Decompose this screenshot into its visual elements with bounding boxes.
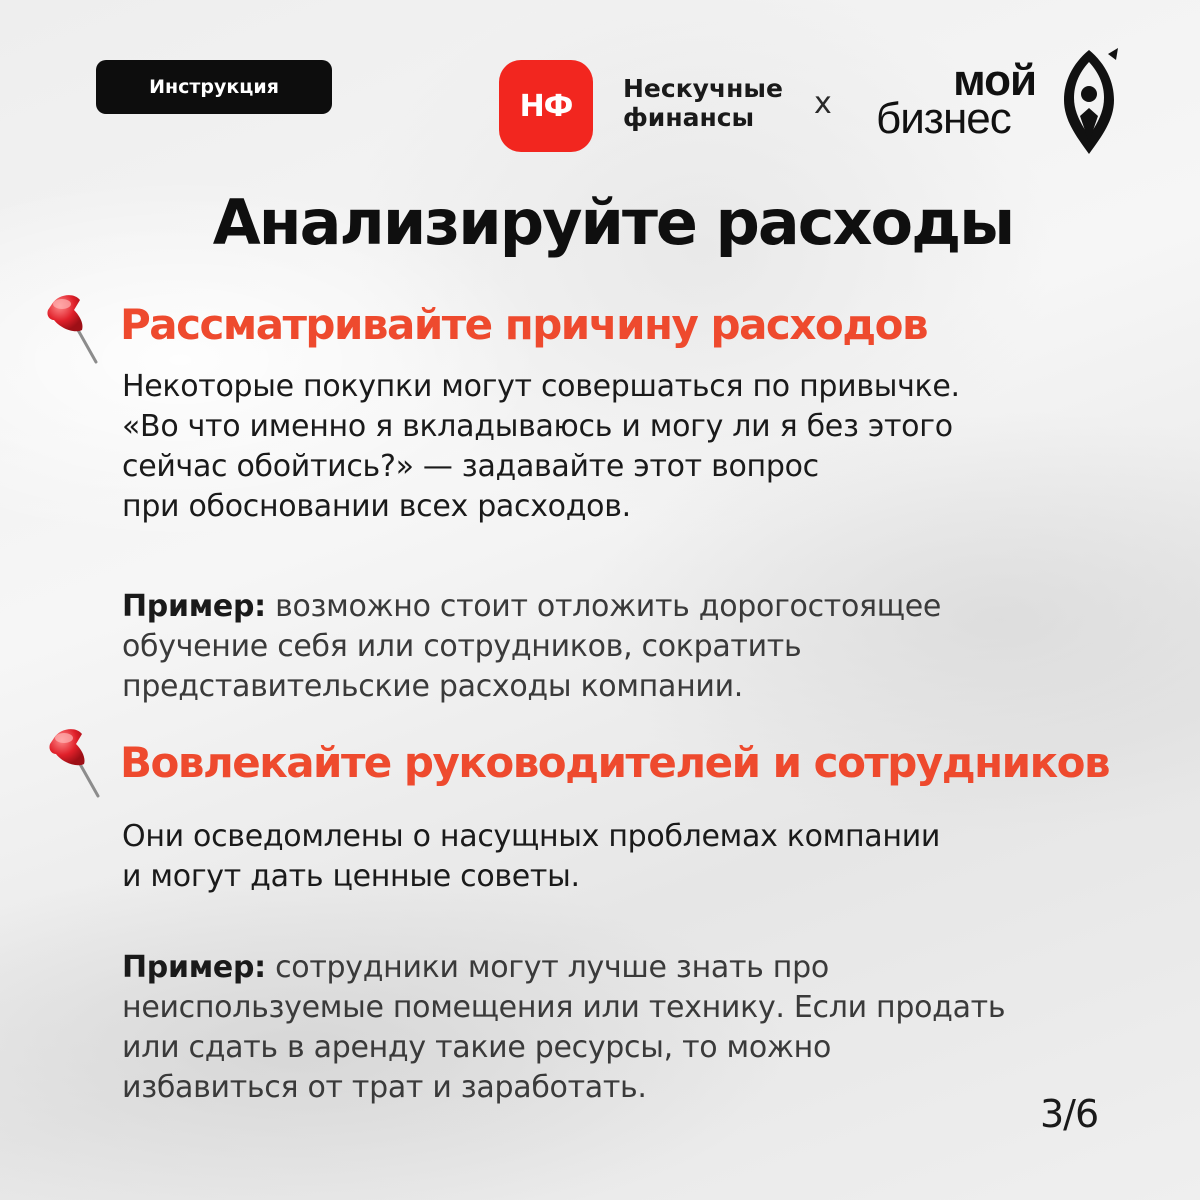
section-1-body-line: «Во что именно я вкладываюсь и могу ли я без этого (122, 409, 953, 444)
section-1-heading: Рассматривайте причину расходов (120, 300, 928, 349)
section-1-body (122, 367, 1122, 527)
moy-biznes-line2: бизнес (876, 94, 1011, 143)
example-label: Пример: (122, 589, 266, 624)
section-1-example-line (122, 587, 1122, 627)
nf-brand-name-line2: финансы (623, 103, 755, 132)
example-label: Пример: (122, 950, 266, 985)
pushpin-icon (44, 290, 100, 366)
section-1-example (122, 587, 1122, 707)
nf-brand-name-line1: Нескучные (623, 74, 783, 103)
section-2-body-line: Они осведомлены о насущных проблемах компании (122, 819, 941, 854)
moy-biznes-logo-text (876, 56, 1046, 143)
section-2-body (122, 817, 1122, 897)
moy-biznes-line1: мой (953, 56, 1036, 105)
section-1-body-line: Некоторые покупки могут совершаться по привычке. (122, 369, 960, 404)
section-1-example-line: представительские расходы компании. (122, 669, 744, 704)
section-2-example-line: неиспользуемые помещения или технику. Если продать (122, 990, 1006, 1025)
section-1-example-line: обучение себя или сотрудников, сократить (122, 629, 802, 664)
section-1-body-line: сейчас обойтись?» — задавайте этот вопрос (122, 449, 819, 484)
pushpin-icon (46, 724, 102, 800)
section-2-body-line: и могут дать ценные советы. (122, 859, 580, 894)
example-text: возможно стоит отложить дорогостоящее (265, 589, 942, 624)
section-2-example-line (122, 948, 1122, 988)
section-1-body-line: при обосновании всех расходов. (122, 489, 631, 524)
nf-brand-name (623, 74, 783, 132)
page-title: Анализируйте расходы (212, 186, 1014, 259)
example-text: сотрудники могут лучше знать про (265, 950, 829, 985)
collab-separator: x (814, 86, 832, 121)
rocket-pin-icon (1056, 46, 1122, 158)
category-badge (96, 60, 332, 114)
section-2-example-line: или сдать в аренду такие ресурсы, то можно (122, 1030, 832, 1065)
section-2-example (122, 948, 1122, 1108)
nf-logo (499, 60, 593, 152)
section-2-example-line: избавиться от трат и заработать. (122, 1070, 647, 1105)
section-2-heading: Вовлекайте руководителей и сотрудников (120, 738, 1110, 787)
nf-logo-mark: НФ (519, 88, 573, 124)
page-counter: 3/6 (1040, 1092, 1099, 1136)
category-badge-label: Инструкция (149, 76, 279, 98)
